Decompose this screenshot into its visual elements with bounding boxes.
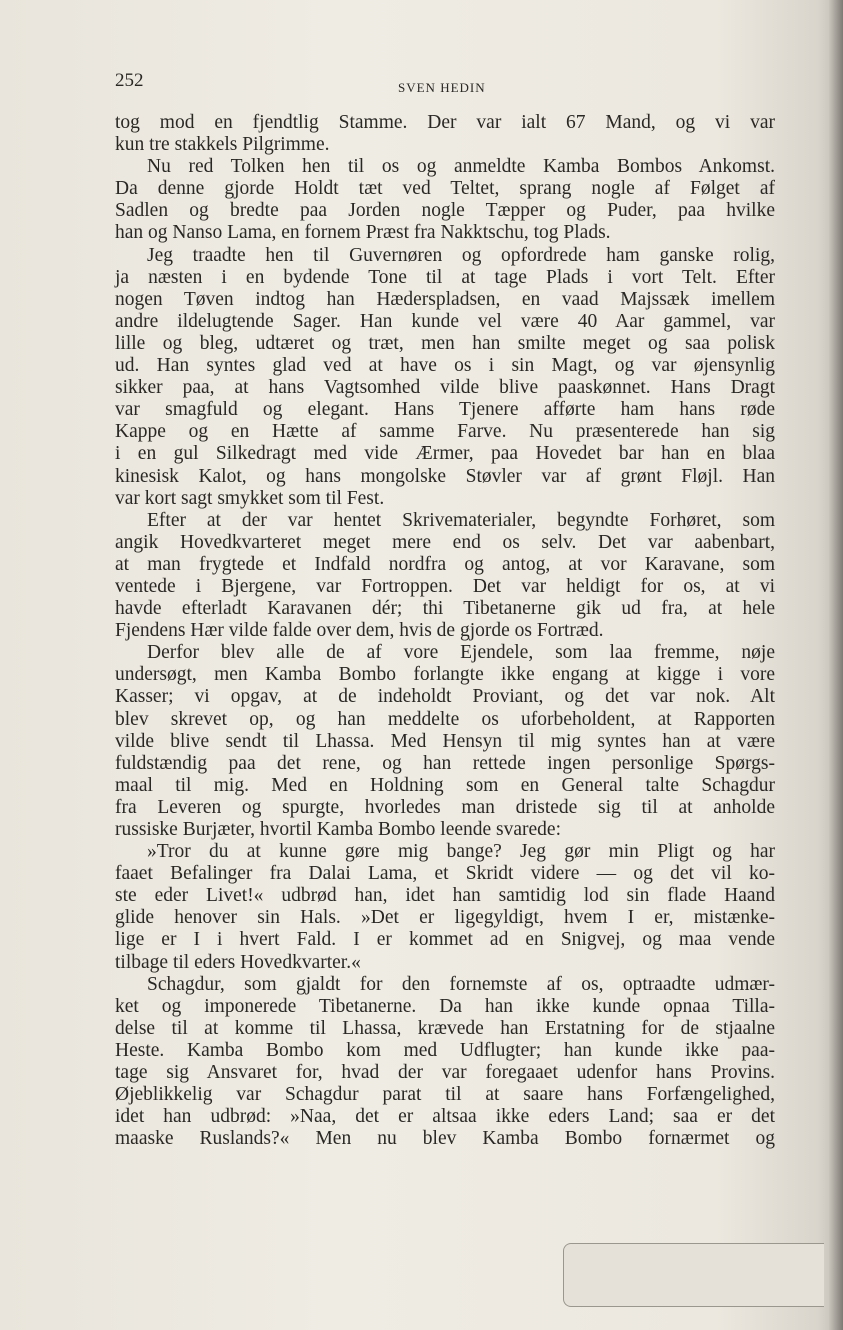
text-line: kun tre stakkels Pilgrimme. [115,134,330,156]
body-text [115,112,775,1150]
text-line: han og Nanso Lama, en fornem Præst fra Nakktschu, tog Plads. [115,222,611,244]
text-line: Øjeblikkelig var Schagdur parat til at saare hans Forfængelighed, [115,1084,775,1106]
text-line: fra Leveren og spurgte, hvorledes man dristede sig til at anholde [115,796,775,818]
text-line: andre ildelugtende Sager. Han kunde vel være 40 Aar gammel, var [115,310,775,332]
text-line: Nu red Tolken hen til os og anmeldte Kamba Bombos Ankomst. [147,156,775,178]
text-line: glide henover sin Hals. »Det er ligegyldigt, hvem I er, mistænke- [115,907,775,929]
text-line: Derfor blev alle de af vore Ejendele, som laa fremme, nøje [147,642,775,664]
text-line: Da denne gjorde Holdt tæt ved Teltet, sprang nogle af Følget af [115,178,775,200]
text-line: Sadlen og bredte paa Jorden nogle Tæpper og Puder, paa hvilke [115,200,775,222]
text-line: tog mod en fjendtlig Stamme. Der var ialt 67 Mand, og vi var [115,112,775,133]
text-line: at man frygtede et Indfald nordfra og antog, at vor Karavane, som [115,553,775,575]
text-line: Fjendens Hær vilde falde over dem, hvis de gjorde os Fortræd. [115,620,604,642]
text-line: ste eder Livet!« udbrød han, idet han samtidig lod sin flade Haand [115,885,775,907]
page-number: 252 [115,70,144,91]
text-line: fuldstændig paa det rene, og han rettede ingen personlige Spørgs- [115,752,775,774]
text-line: vilde blive sendt til Lhassa. Med Hensyn til mig syntes han at være [115,730,775,752]
text-line: ket og imponerede Tibetanerne. Da han ikke kunde opnaa Tilla- [115,995,775,1017]
text-line: nogen Tøven indtog han Hæderspladsen, en vaad Majssæk imellem [115,288,775,310]
text-line: sikker paa, at hans Vagtsomhed vilde blive paaskønnet. Hans Dragt [115,377,775,399]
text-line: delse til at komme til Lhassa, krævede han Erstatning for de stjaalne [115,1017,775,1039]
page-tab-marker [563,1243,824,1307]
text-line: »Tror du at kunne gøre mig bange? Jeg gør min Pligt og har [147,841,775,863]
text-line: i en gul Silkedragt med vide Ærmer, paa Hovedet bar han en blaa [115,443,775,465]
text-line: Efter at der var hentet Skrivematerialer, begyndte Forhøret, som [147,509,775,531]
text-line: Kappe og en Hætte af samme Farve. Nu præsenterede han sig [115,421,775,443]
text-line: Kasser; vi opgav, at de indeholdt Proviant, og det var nok. Alt [115,686,775,708]
text-line: lille og bleg, udtæret og træt, men han smilte meget og saa polisk [115,332,775,354]
text-line: Jeg traadte hen til Guvernøren og opfordrede ham ganske rolig, [147,244,775,266]
text-line: havde efterladt Karavanen dér; thi Tibetanerne gik ud fra, at hele [115,598,775,620]
text-line: tilbage til eders Hovedkvarter.« [115,951,361,973]
text-line: idet han udbrød: »Naa, det er altsaa ikke eders Land; saa er det [115,1106,775,1128]
page-header [115,66,775,96]
text-line: ventede i Bjergene, var Fortroppen. Det var heldigt for os, at vi [115,575,775,597]
text-line: maaske Ruslands?« Men nu blev Kamba Bombo fornærmet og [115,1128,775,1150]
text-line: russiske Burjæter, hvortil Kamba Bombo leende svarede: [115,819,561,840]
text-line: Heste. Kamba Bombo kom med Udflugter; han kunde ikke paa- [115,1039,775,1061]
text-line: ja næsten i en bydende Tone til at tage Plads i vort Telt. Efter [115,266,775,288]
text-line: lige er I i hvert Fald. I er kommet ad en Snigvej, og maa vende [115,929,775,951]
running-head: SVEN HEDIN [398,80,486,95]
text-line: faaet Befalinger fra Dalai Lama, et Skridt videre — og det vil ko- [115,863,775,885]
text-line: tage sig Ansvaret for, hvad der var foregaaet udenfor hans Provins. [115,1062,775,1084]
text-line: maal til mig. Med en Holdning som en General talte Schagdur [115,774,775,796]
text-line: Schagdur, som gjaldt for den fornemste af os, optraadte udmær- [147,973,775,995]
text-line: undersøgt, men Kamba Bombo forlangte ikke engang at kigge i vore [115,664,775,686]
text-line: ud. Han syntes glad ved at have os i sin Magt, og var øjensynlig [115,355,775,377]
text-line: var smagfuld og elegant. Hans Tjenere afførte ham hans røde [115,399,775,421]
text-line: angik Hovedkvarteret meget mere end os selv. Det var aabenbart, [115,531,775,553]
text-line: kinesisk Kalot, og hans mongolske Støvler var af grønt Fløjl. Han [115,465,775,487]
text-line: blev skrevet op, og han meddelte os uforbeholdent, at Rapporten [115,708,775,730]
page-edge [829,0,843,1330]
text-line: var kort sagt smykket som til Fest. [115,487,385,509]
